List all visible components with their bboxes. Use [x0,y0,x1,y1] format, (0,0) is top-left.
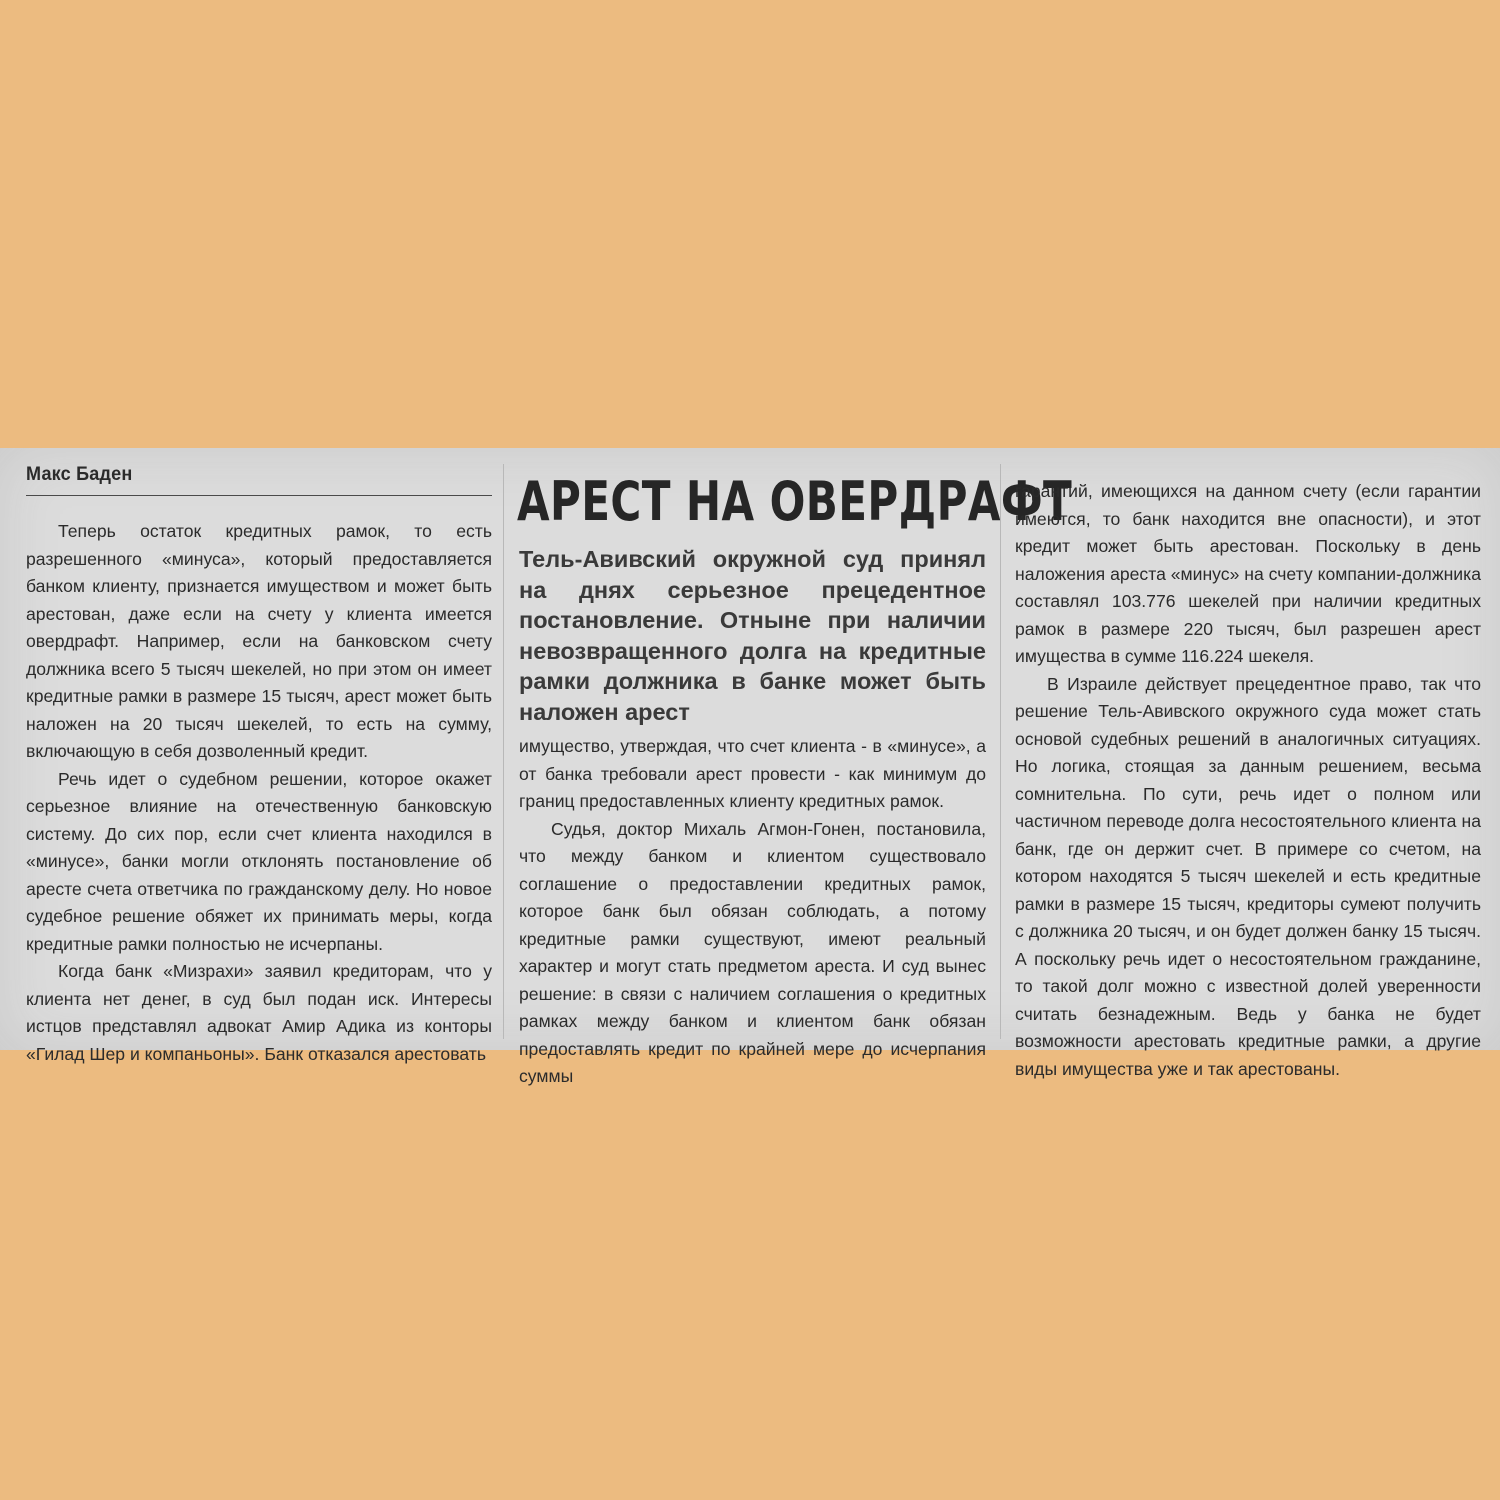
column-divider [1000,464,1001,1039]
article-column-1 [26,518,492,1068]
headline: АРЕСТ НА ОВЕРДРАФТ [517,470,1073,533]
paragraph: имущество, утверждая, что счет клиента - в «минусе», а от банка требовали арест провести - как минимум до границ предоставленных клиенту кредитных рамок. [519,736,986,811]
paragraph: В Израиле действует прецедентное право, так что решение Тель-Авивского окружного суда может стать основой судебных решений в аналогичных ситуациях. Но логика, стоящая за данным решением, весьма сомнительна. По сути, речь идет о полном или частичном переводе долга несостоятельного клиента на банк, где он держит счет. В примере со счетом, на котором находятся 5 тысяч шекелей и есть кредитные рамки в размере 15 тысяч, кредиторы сумеют получить с должника 20 тысяч, и он будет должен банку 15 тысяч. А поскольку речь идет о несостоятельном гражданине, то такой долг можно с известной долей уверенности считать безнадежным. Ведь у банка не будет возможности арестовать кредитные рамки, а другие виды имущества уже и так арестованы. [1015,673,1481,1079]
newspaper-clipping [0,448,1500,1086]
paragraph: Когда банк «Мизрахи» заявил кредиторам, что у клиента нет денег, в суд был подан иск. Интересы истцов представлял адвокат Амир Адика из конторы «Гилад Шер и компаньоны». Банк отказался арестовать [26,961,492,1064]
paragraph: Теперь остаток кредитных рамок, то есть разрешенного «минуса», который предоставляется банком клиенту, признается имуществом и может быть арестован, даже если на счету у клиента имеется овердрафт. Например, если на банковском счету должника всего 5 тысяч шекелей, но при этом он имеет кредитные рамки в размере 15 тысяч, арест может быть наложен на 20 тысяч шекелей, то есть на сумму, включающую в себя дозволенный кредит. [26,521,492,761]
paragraph: гарантий, имеющихся на данном счету (если гарантии имеются, то банк находится вне опасности), и этот кредит может быть арестован. Поскольку в день наложения ареста «минус» на счету компании-должника составлял 103.776 шекелей при наличии кредитных рамок в размере 220 тысяч, был разрешен арест имущества в сумме 116.224 шекеля. [1015,481,1481,666]
byline-divider [26,495,492,496]
byline: Макс Баден [26,464,133,485]
lead-paragraph: Тель-Авивский окружной суд принял на днях серьезное прецедентное постановление. Отныне при наличии невозвращенного долга на кредитные рамки должника в банке может быть наложен арест [519,546,986,725]
paragraph: Речь идет о судебном решении, которое окажет серьезное влияние на отечественную банковскую систему. До сих пор, если счет клиента находился в «минусе», банки могли отклонять постановление об аресте счета ответчика по гражданскому делу. Но новое судебное решение обяжет их принимать меры, когда кредитные рамки полностью не исчерпаны. [26,768,492,954]
column-divider [503,464,504,1039]
article-column-2 [519,733,986,1091]
paragraph: Судья, доктор Михаль Агмон-Гонен, постановила, что между банком и клиентом существовало соглашение о предоставлении кредитных рамок, которое банк был обязан соблюдать, а потому кредитные рамки существуют, имеют реальный характер и могут стать предметом ареста. И суд вынес решение: в связи с наличием соглашения о кредитных рамках между банком и клиентом банк обязан предоставлять кредит по крайней мере до исчерпания суммы [519,818,986,1086]
article-column-3 [1015,478,1481,1083]
